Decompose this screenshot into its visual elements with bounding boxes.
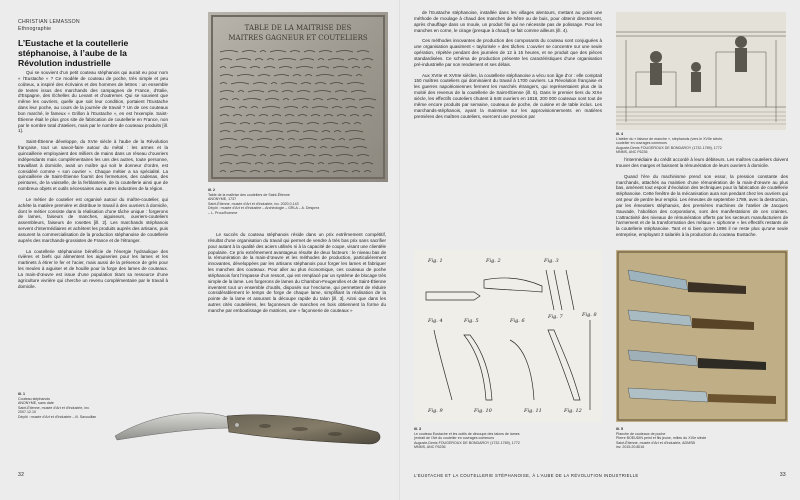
- caption-line: ANONYME, sans date: [18, 401, 54, 406]
- caption-line: Pierre BOEUDIN peint et fils jeune, milieu du XIXe siècle: [616, 436, 707, 441]
- caption-ill-3: [414, 427, 602, 450]
- body-paragraph: de l’Eustache stéphanoise, installée dans les villages alentours, mettant au point une méthode de moulage à chaud des manches de hêtre ou de buis, pour obtenir directement, après chauffage dans un moule, un produit fini qui ne nécessite pas de polissage. Pour les manches en corne, le cirage (presque à chaud) se fait comme ailleurs (ill. 4).: [414, 10, 602, 33]
- caption-line: Auguste-Denis FOUGEROUX DE BONDAROY (1732-1789), 1772: [616, 145, 722, 150]
- left-column-2: [208, 232, 386, 319]
- page-number-left: 32: [18, 472, 25, 478]
- caption-number: ill. 5: [616, 427, 623, 431]
- caption-line: – L. Proud’homme: [208, 210, 238, 215]
- caption-ill-1: [18, 392, 98, 420]
- body-paragraph: Ces méthodes innovantes de production des composants du couteau sont conjuguées à une organisation quasiment « taylorisée » des tâches. L’ouvrier se concentre sur une seule opération, répétée pendant des journées de 12 à 15 heures, et ne produit que des pièces standardisées. Ce schéma de production présente les caractéristiques d’une organisation pré-industrielle par son rendement et ses délais.: [414, 38, 602, 67]
- article-title: L’Eustache et la coutellerie stéphanoise, à l’aube de la Révolution industrielle: [18, 38, 129, 68]
- plate-figure-label: Fig. 5: [464, 318, 479, 324]
- knife-image: [95, 398, 395, 458]
- caption-line: Saint-Étienne, musée d’Art et d’Industrie, inv. 2020.0.143: [208, 201, 299, 206]
- tools-plate: [414, 250, 602, 422]
- right-column-2: [616, 157, 788, 243]
- caption-line: L’atelier du « faiseur de manche », stéphanois (vers le XVIIe siècle,: [616, 136, 724, 141]
- plaque-heading-1: TABLE DE LA MAITRISE DES: [244, 24, 352, 32]
- plate-figure-label: Fig. 10: [474, 408, 492, 414]
- body-paragraph: Quand l’ère du machinisme prend son essor, la pression constante des marchands, attachés au maintien d’une rémunération de la main-d’œuvre au plus bas, amènent tout espoir d’évolution des techniques pour la fabrication de coutellerie stéphanoise. Cette fenêtre de la mécanisation aura son pendant chez les ouvriers qui ont peur de perdre leur emploi. Les émeutes de septembre 1789, avec la destruction, par les émeutiers stéphanois, des premières machines de l’atelier de Jacques Sauvade, l’abolition des corporations, sont des manifestations de ces craintes. L’attractivité des niveaux de rémunération offerts par les secteurs manufacturiers de l’armement et de la transformation des métaux « siphonne » les effectifs restants de la coutellerie stéphanoise. Tant et si bien qu’en 1896 il ne reste plus qu’une seule entreprise, employant 3 salariés à la production du couteau Eustache.: [616, 173, 788, 238]
- caption-line: (extrait de l’Art du coutelier en ouvrages communs: [414, 436, 495, 441]
- plate-figure-label: Fig. 12: [564, 408, 582, 414]
- caption-line: Auguste-Denis FOUGEROUX DE BONDAROY (1732-1789), 1772: [414, 440, 520, 445]
- caption-ill-5: [616, 427, 788, 450]
- plate-figure-label: Fig. 2: [486, 258, 501, 264]
- workshop-engraving: [616, 12, 786, 130]
- body-paragraph: Le métier de coutelier est organisé autour du maître-coutelier, qui achète la matière première et distribue le travail à des ouvriers à domicile, dont le métier consiste dans la réalisation d’une tâche unique : forgerons de lames, faiseurs de manches, aiguiseurs, ouvriers-couteliers assembleurs, faiseurs de rosettes [ill. 2]. Les marchands stéphanois servent d’intermédiaires et achètent les produits auprès des artisans, puis assurent la commercialisation de la production stéphanoise de coutellerie auprès des marchands-grossistes de France et de l’étranger.: [18, 196, 168, 243]
- body-paragraph: La coutellerie stéphanoise bénéficie de l’énergie hydraulique des rivières et biefs qui alimentent les aiguiseries pour les lames et les martinets à étirer le fer et l’acier, mais aussi de la présence de grès pour les meules à aiguiser et de houille pour la forge des lames de couteaux. La main-d’œuvre est issue d’une population tirant sa ressource d’une agriculture vivrière qui cherche un revenu complémentaire par le travail à domicile.: [18, 248, 168, 289]
- plate-figure-label: Fig. 9: [428, 408, 443, 414]
- plate-figure-label: Fig. 11: [524, 408, 542, 414]
- caption-number: ill. 2: [208, 188, 215, 192]
- section-name: Ethnographie: [18, 25, 52, 32]
- caption-line: ANONYME, 1737: [208, 197, 237, 202]
- body-paragraph: l’intermédiaire du crédit accordé à leurs débiteurs. Les maîtres couteliers doivent trouver des marges et baissent la rémunération de leurs ouvriers à domicile.: [616, 157, 788, 168]
- caption-line: Saint-Étienne, musée d’Art et d’Industrie, inv. 2007.12.10: [18, 405, 90, 415]
- caption-line: MNMS, ANC F6236: [616, 150, 648, 155]
- caption-line: Couteau stéphanois: [18, 396, 50, 401]
- caption-number: ill. 4: [616, 132, 623, 136]
- caption-line: Planche de couteaux de poche: [616, 431, 666, 436]
- caption-number: ill. 1: [18, 392, 25, 396]
- caption-line: Le couteau Eustache et les outils de découpe des talons de lames: [414, 431, 520, 436]
- caption-line: coutelier en ouvrages communs: [616, 141, 667, 146]
- body-paragraph: Le succès du couteau stéphanois réside dans un prix extrêmement compétitif, résultat d’une organisation du travail qui permet de vendre à très bas prix sans sacrifier pour autant à la qualité des aciers utilisés ni à la capacité de coupe, visant une clientèle populaire. Ce prix extrêmement avantageux résulte de deux facteurs : le niveau bas de la rémunération de la main-d’œuvre et les méthodes de production, particulièrement innovantes, développées par les artisans stéphanois pour forger les lames et fabriquer les manches des couteaux. Pour aller au plus économique, ces couteaux de poche stéphanois font l’impasse d’un ressort, qui est remplacé par un système de blocage très simple de la lame. Les forgerons de lames du Chambon-Feugerolles et de Saint-Étienne inventent tout un ensemble d’outils, disposés sur l’enclume, qui permettent de réduire considérablement le temps de forge de chaque lame, simplifiant la réalisation de la pointe de la lame et assurant la découpe rapide du talon [ill. 3]. Ainsi que dans les autres cités coutelières, les façonneurs de manches en bois obtiennent la forme du manche par emboutissage de matrices, une « façonnerie de couteaux »: [208, 232, 386, 313]
- body-paragraph: Saint-Étienne développe, du XVIe siècle à l’aube de la Révolution française, tout un savoir-faire autour du métal : les armes et la quincaillerie employaient des milliers de mains dans un réseau d’ouvriers indépendants mais complémentaires les uns des autres, toute personne, travaillant à domicile, avait un maître qui soit le donneur d’ordre, est considéré comme « son ouvrier ». Chaque métier a sa spécialité. La quincaillerie de Saint-Étienne fournit des fermetures, des cadenas, des peintures, de la vaisselle, de la ferblanterie, de la coutellerie ainsi que de nombreux objets et outils nécessaires aux autres industries de la région.: [18, 139, 168, 192]
- plate-figure-label: Fig. 4: [428, 318, 443, 324]
- body-paragraph: Aux XVIIe et XVIIIe siècles, la coutellerie stéphanoise a vécu son âge d’or : elle comptait 150 maîtres couteliers qui dominaient du travail à 1700 ouvriers. La Révolution française et les guerres napoléoniennes ferment les marchés étrangers, qui représentaient plus de la moitié des revenus de la coutellerie de Saint-Étienne (ill. 5). Dans le premier tiers du XIXe siècle, les effectifs couteliers chutent à 648 ouvriers en 1818, 200 000 couteaux sont tout de même encore produits par semaine, couteaux de poche, de cuisine et de table inclus. Les marchands-stéphanois, ayant la mainmise sur les approvisionnements en matières premières des maîtres couteliers, exercent une pression par: [414, 72, 602, 119]
- page-number-right: 33: [779, 472, 786, 478]
- caption-ill-2: [208, 188, 383, 216]
- plaque-heading-2: MAITRES GAGNEUR ET COUTELIERS: [228, 34, 368, 42]
- caption-line: Dépôt : musée d’Art et d’Industrie – Archéologie – GRLA – A. Desprez: [208, 206, 320, 211]
- plate-figure-label: Fig. 1: [428, 258, 443, 264]
- plate-figure-label: Fig. 3: [544, 258, 559, 264]
- right-page: [400, 0, 800, 500]
- plate-figure-label: Fig. 6: [510, 318, 525, 324]
- caption-line: MNMS, ANC F6236: [414, 445, 446, 450]
- left-column-1: [18, 70, 168, 295]
- body-paragraph: Qui se souvient d’un petit couteau stéphanois qui aurait eu pour nom « l’Eustache » ? Ce modèle de couteau de poche, très simple et peu coûteux, a inspiré des écrivains et des hommes de lettres : un ensemble de textes issus des marchands des campagnes de France, d’Italie, d’Espagne, des Échelles du Levant et d’outremer. Qui se souvient que même les ouvriers, quelle que soit leur condition, portaient l’Eustache dans leur poche, au cours de la journée de travail ? Un de ces couteaux bon marché, le fameux « Grillon à l’Eustache », en est l’exemple. Saint-Étienne était le plus gros site de fabrication de coutellerie en France, non par le nombre total d’ateliers, mais par le nombre de couteaux produits [ill. 1].: [18, 70, 168, 134]
- right-column-1: [414, 10, 602, 124]
- caption-ill-4: [616, 132, 788, 155]
- caption-line: Saint-Étienne, musée d’Art et d’Industrie, ADMSB: [616, 440, 695, 445]
- caption-line: inv. 2015.20.8016: [616, 445, 645, 450]
- plate-figure-label: Fig. 7: [548, 314, 563, 320]
- plaque-image: [208, 12, 388, 182]
- author-header: [18, 19, 80, 32]
- caption-line: Dépôt : musée d’Art et d’Industrie – ill. Savouillan: [18, 414, 97, 419]
- knives-panel: [616, 250, 788, 422]
- plate-figure-label: Fig. 8: [582, 312, 597, 318]
- caption-number: ill. 3: [414, 427, 421, 431]
- author-name: CHRISTIAN LEMASSON: [18, 19, 80, 25]
- caption-line: Table de la maîtrise des couteliers de Saint-Étienne: [208, 192, 290, 197]
- running-head: L’EUSTACHE ET LA COUTELLERIE STÉPHANOISE, À L’AUBE DE LA RÉVOLUTION INDUSTRIELLE: [414, 473, 639, 478]
